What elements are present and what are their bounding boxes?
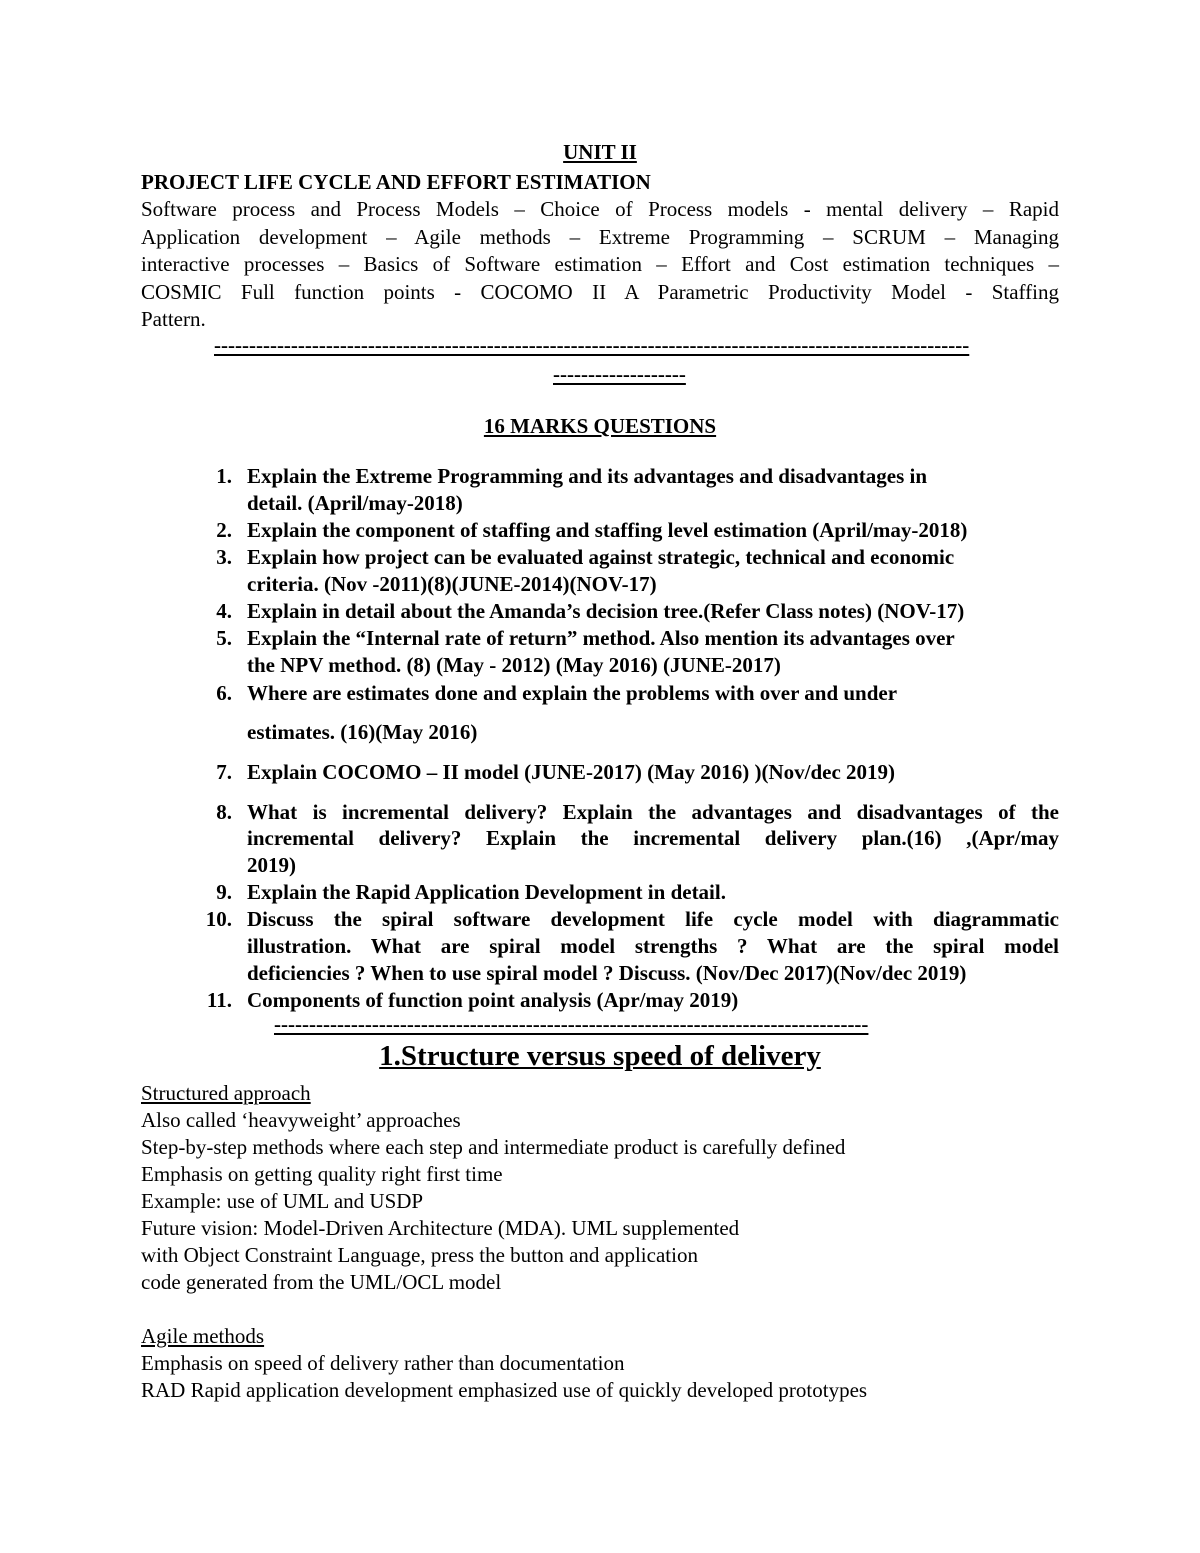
body-line: with Object Constraint Language, press the button and application (141, 1243, 698, 1267)
syllabus-line: Pattern. (141, 307, 206, 331)
question-line: deficiencies ? When to use spiral model ? Discuss. (Nov/Dec 2017)(Nov/dec 2019) (247, 961, 967, 985)
body-line: Future vision: Model-Driven Architecture (MDA). UML supplemented (141, 1216, 740, 1240)
agile-heading: Agile methods (141, 1324, 265, 1348)
question-number: 8. (216, 800, 232, 824)
body-line: Emphasis on getting quality right first time (141, 1162, 503, 1186)
section-heading: PROJECT LIFE CYCLE AND EFFORT ESTIMATION (141, 170, 651, 194)
question-number: 7. (216, 760, 232, 784)
question-line: 2019) (247, 853, 296, 877)
question-number: 1. (216, 464, 232, 488)
separator-short: ------------------- (553, 362, 686, 386)
question-line: Explain in detail about the Amanda’s decision tree.(Refer Class notes) (NOV-17) (247, 599, 965, 623)
body-line: code generated from the UML/OCL model (141, 1270, 502, 1294)
big-heading: 1.Structure versus speed of delivery (379, 1040, 821, 1072)
question-number: 11. (206, 988, 232, 1012)
syllabus-line: Application development – Agile methods – Extreme Programming – SCRUM – Managing (141, 224, 1059, 249)
question-number: 6. (216, 681, 232, 705)
question-line: Explain the “Internal rate of return” method. Also mention its advantages over (247, 626, 955, 650)
question-line: criteria. (Nov -2011)(8)(JUNE-2014)(NOV-17) (247, 572, 657, 596)
question-line: Explain the Extreme Programming and its advantages and disadvantages in (247, 464, 928, 488)
body-line: Also called ‘heavyweight’ approaches (141, 1108, 461, 1132)
marks-heading: 16 MARKS QUESTIONS (483, 414, 717, 438)
question-line: Components of function point analysis (Apr/may 2019) (247, 988, 739, 1012)
syllabus-line: COSMIC Full function points - COCOMO II A Parametric Productivity Model - Staffing (141, 279, 1059, 304)
body-line: Example: use of UML and USDP (141, 1189, 424, 1213)
separator-long: ------------------------------------------------------------------------------------------------------------ (214, 333, 970, 357)
question-line: What is incremental delivery? Explain the advantages and disadvantages of the (247, 800, 1059, 824)
body-line: RAD Rapid application development emphasized use of quickly developed prototypes (141, 1378, 868, 1402)
question-line: incremental delivery? Explain the incremental delivery plan.(16) ,(Apr/may (247, 826, 1059, 850)
syllabus-line: interactive processes – Basics of Software estimation – Effort and Cost estimation techniques – (141, 252, 1059, 276)
separator-mid: ------------------------------------------------------------------------------------- (274, 1012, 869, 1036)
question-line: Discuss the spiral software development life cycle model with diagrammatic (247, 907, 1059, 931)
question-line: Explain how project can be evaluated against strategic, technical and economic (247, 545, 955, 569)
body-line: Step-by-step methods where each step and intermediate product is carefully defined (141, 1135, 846, 1159)
question-number: 4. (216, 599, 232, 623)
syllabus-paragraph (141, 196, 1059, 334)
body-line: Emphasis on speed of delivery rather than documentation (141, 1351, 625, 1375)
question-line: estimates. (16)(May 2016) (247, 720, 478, 744)
question-number: 3. (216, 545, 232, 569)
question-line: illustration. What are spiral model strengths ? What are the spiral model (247, 934, 1059, 958)
question-line: Explain the component of staffing and staffing level estimation (April/may-2018) (247, 518, 968, 542)
structured-heading: Structured approach (141, 1081, 311, 1105)
question-number: 9. (216, 880, 232, 904)
question-number: 2. (216, 518, 232, 542)
question-line: Explain the Rapid Application Development in detail. (247, 880, 726, 904)
question-line: Where are estimates done and explain the problems with over and under (247, 681, 898, 705)
syllabus-line: Software process and Process Models – Choice of Process models - mental delivery – Rapid (141, 197, 1059, 221)
question-line: detail. (April/may-2018) (247, 491, 463, 515)
question-number: 5. (216, 626, 232, 650)
question-number: 10. (205, 907, 232, 931)
unit-title: UNIT II (563, 140, 637, 164)
question-line: the NPV method. (8) (May - 2012) (May 2016) (JUNE-2017) (247, 653, 781, 677)
question-line: Explain COCOMO – II model (JUNE-2017) (May 2016) )(Nov/dec 2019) (247, 760, 896, 784)
